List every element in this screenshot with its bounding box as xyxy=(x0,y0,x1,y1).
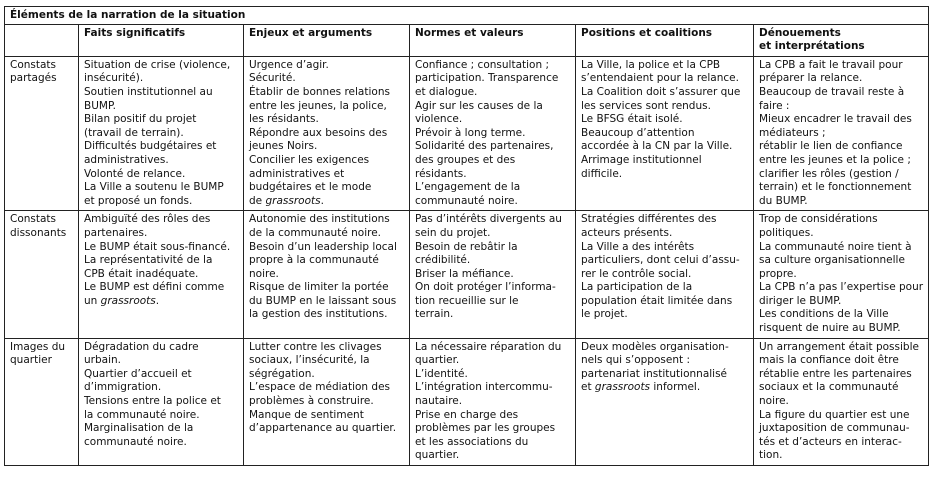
row-label: Images du quartier xyxy=(5,338,79,465)
column-header: Positions et coalitions xyxy=(576,24,754,56)
table-cell: La CPB a fait le travail pour préparer la relance. Beaucoup de travail reste à faire : Mieux encadrer le travail des médiateurs ; rétablir le lien de confiance entre les jeunes et la police ; clarifier les rôles (gestion / terrain) et le fonctionnement du BUMP. xyxy=(754,56,929,211)
table-cell: Deux modèles organisation- nels qui s’opposent : partenariat institutionnalisé et grassroots informel. xyxy=(576,338,754,465)
column-header: Dénouements et interprétations xyxy=(754,24,929,56)
header-cell-empty xyxy=(5,24,79,56)
table-cell: Confiance ; consultation ; participation. Transparence et dialogue. Agir sur les causes de la violence. Prévoir à long terme. Solidarité des partenaires, des groupes et des résidants. L’engagement de la communauté noire. xyxy=(410,56,576,211)
table-cell: La Ville, la police et la CPB s’entendaient pour la relance. La Coalition doit s’assurer que les services sont rendus. Le BFSG était isolé. Beaucoup d’attention accordée à la CN par la Ville. Arrimage institutionnel difficile. xyxy=(576,56,754,211)
table-row xyxy=(5,338,929,465)
table-cell: Autonomie des institutions de la communauté noire. Besoin d’un leadership local propre à la communauté noire. Risque de limiter la portée du BUMP en le laissant sous la gestion des institutions. xyxy=(244,211,410,338)
column-header: Normes et valeurs xyxy=(410,24,576,56)
table-cell: Ambiguïté des rôles des partenaires. Le BUMP était sous-financé. La représentativité de la CPB était inadéquate. Le BUMP est défini comme un grassroots. xyxy=(79,211,244,338)
column-header: Faits significatifs xyxy=(79,24,244,56)
table-cell: Pas d’intérêts divergents au sein du projet. Besoin de rebâtir la crédibilité. Briser la méfiance. On doit protéger l’informa- tion recueillie sur le terrain. xyxy=(410,211,576,338)
table-cell: Lutter contre les clivages sociaux, l’insécurité, la ségrégation. L’espace de médiation des problèmes à construire. Manque de sentiment d’appartenance au quartier. xyxy=(244,338,410,465)
table-body xyxy=(5,56,929,465)
table-row xyxy=(5,56,929,211)
table-row xyxy=(5,211,929,338)
table-cell: Urgence d’agir. Sécurité. Établir de bonnes relations entre les jeunes, la police, les résidants. Répondre aux besoins des jeunes Noirs. Concilier les exigences administratives et budgétaires et le mode de grassroots. xyxy=(244,56,410,211)
table-cell: Stratégies différentes des acteurs présents. La Ville a des intérêts particuliers, dont celui d’assu- rer le contrôle social. La participation de la population était limitée dans le projet. xyxy=(576,211,754,338)
column-header: Enjeux et arguments xyxy=(244,24,410,56)
header-row xyxy=(5,24,929,56)
table-cell: La nécessaire réparation du quartier. L’identité. L’intégration intercommu- nautaire. Prise en charge des problèmes par les groupes et les associations du quartier. xyxy=(410,338,576,465)
table-title: Éléments de la narration de la situation xyxy=(5,7,929,25)
row-label: Constats partagés xyxy=(5,56,79,211)
table-cell: Dégradation du cadre urbain. Quartier d’accueil et d’immigration. Tensions entre la police et la communauté noire. Marginalisation de la communauté noire. xyxy=(79,338,244,465)
narration-table xyxy=(4,6,929,466)
title-row xyxy=(5,7,929,25)
row-label: Constats dissonants xyxy=(5,211,79,338)
table-cell: Situation de crise (violence, insécurité). Soutien institutionnel au BUMP. Bilan positif du projet (travail de terrain). Difficultés budgétaires et administratives. Volonté de relance. La Ville a soutenu le BUMP et proposé un fonds. xyxy=(79,56,244,211)
table-cell: Un arrangement était possible mais la confiance doit être rétablie entre les partenaires sociaux et la communauté noire. La figure du quartier est une juxtaposition de communau- tés et d’acteurs en interac- tion. xyxy=(754,338,929,465)
table-cell: Trop de considérations politiques. La communauté noire tient à sa culture organisationnelle propre. La CPB n’a pas l’expertise pour diriger le BUMP. Les conditions de la Ville risquent de nuire au BUMP. xyxy=(754,211,929,338)
